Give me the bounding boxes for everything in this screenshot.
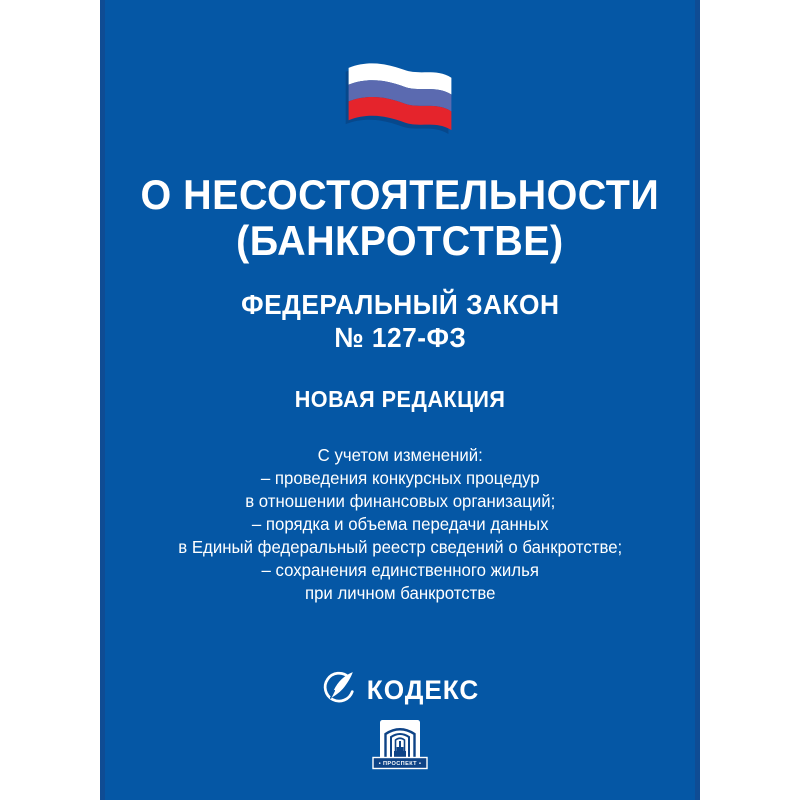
russian-flag-icon [340, 54, 460, 138]
book-title [141, 172, 660, 264]
kodeks-wordmark: КОДЕКС [366, 675, 480, 705]
amendment-line: – порядка и объема передачи данных [251, 514, 549, 534]
law-type-label: ФЕДЕРАЛЬНЫЙ ЗАКОН [240, 289, 560, 320]
law-heading [241, 288, 559, 354]
book-title-line-1: О НЕСОСТОЯТЕЛЬНОСТИ [140, 171, 660, 218]
prospekt-banner-label: • ПРОСПЕКТ • [378, 761, 422, 768]
quill-circle-icon [319, 669, 357, 712]
book-title-line-2: (БАНКРОТСТВЕ) [236, 217, 564, 264]
prospekt-logo [372, 720, 428, 772]
edition-label: НОВАЯ РЕДАКЦИЯ [294, 386, 506, 412]
law-number-label: № 127-ФЗ [333, 322, 467, 353]
amendment-line: при личном банкротстве [304, 583, 496, 603]
amendments-block [178, 444, 622, 605]
amendment-line: в Единый федеральный реестр сведений о банкротстве; [178, 537, 622, 557]
amendment-line: С учетом изменений: [317, 445, 483, 465]
kodeks-logo [319, 669, 481, 712]
book-cover [100, 0, 700, 800]
amendment-line: в отношении финансовых организаций; [244, 491, 556, 511]
amendment-line: – проведения конкурсных процедур [260, 468, 540, 488]
amendment-line: – сохранения единственного жилья [261, 560, 539, 580]
